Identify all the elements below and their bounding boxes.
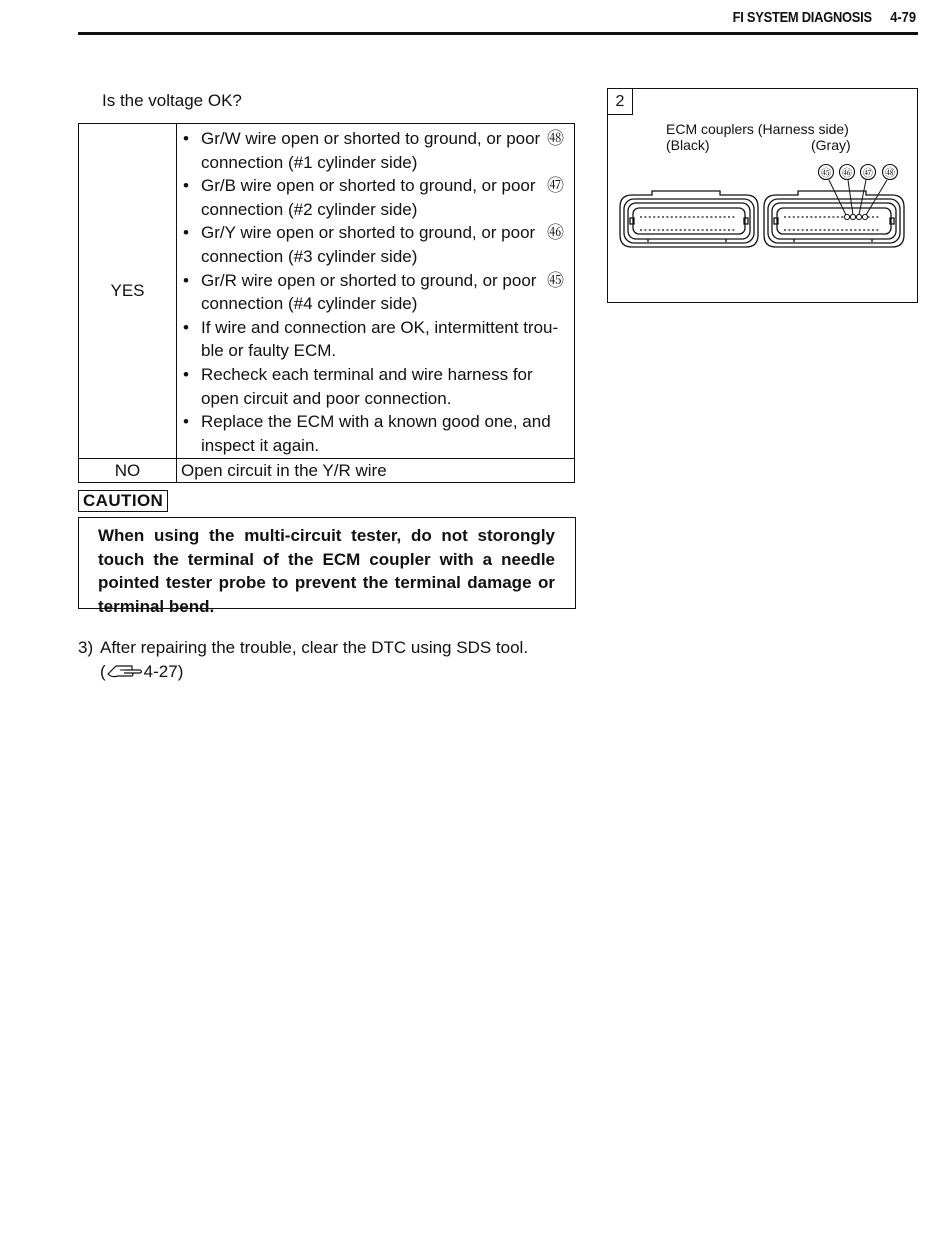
page-header bbox=[78, 6, 918, 35]
bullet-icon: • bbox=[183, 412, 189, 432]
bullet-icon: • bbox=[183, 176, 189, 196]
yes-item-line: connection (#3 cylinder side) bbox=[201, 246, 418, 266]
caution-label: CAUTION bbox=[78, 490, 168, 512]
step-3 bbox=[78, 636, 579, 686]
yes-list-item bbox=[181, 221, 570, 268]
result-table bbox=[78, 123, 575, 483]
no-label: NO bbox=[79, 459, 177, 483]
yes-item-line: If wire and connection are OK, intermittent trou- bbox=[201, 317, 559, 337]
bullet-icon: • bbox=[183, 270, 189, 290]
figure-ecm-couplers bbox=[607, 88, 918, 303]
terminal-number: ㊺ bbox=[547, 270, 564, 290]
terminal-47-label: ㊼ bbox=[863, 168, 873, 180]
terminal-46-marker bbox=[840, 165, 856, 220]
bullet-icon: • bbox=[183, 317, 189, 337]
black-coupler-label: (Black) bbox=[666, 137, 710, 153]
terminal-number: ㊼ bbox=[547, 176, 564, 196]
gray-coupler bbox=[764, 191, 904, 247]
step-text: After repairing the trouble, clear the DTC using SDS tool. bbox=[100, 638, 529, 657]
no-content: Open circuit in the Y/R wire bbox=[177, 459, 575, 483]
bullet-icon: • bbox=[183, 223, 189, 243]
yes-list-item bbox=[181, 174, 570, 221]
yes-item-line: Gr/W wire open or shorted to ground, or poor bbox=[201, 129, 541, 148]
bullet-icon: • bbox=[183, 364, 189, 384]
ref-page: 4-27 bbox=[143, 661, 178, 681]
black-coupler bbox=[620, 191, 758, 247]
yes-item-line: Replace the ECM with a known good one, and bbox=[201, 412, 551, 432]
yes-item-line: Gr/Y wire open or shorted to ground, or poor bbox=[201, 223, 536, 243]
bullet-icon: • bbox=[183, 129, 189, 148]
figure-title: ECM couplers (Harness side) bbox=[666, 121, 849, 137]
yes-item-line: connection (#2 cylinder side) bbox=[201, 199, 418, 219]
caution-text: When using the multi-circuit tester, do not storongly touch the terminal of the ECM coupler with a needle pointed tester probe to prevent the terminal damage or terminal bend. bbox=[98, 526, 555, 616]
step-body bbox=[100, 636, 579, 686]
yes-list-item bbox=[181, 410, 570, 457]
step-number: 3) bbox=[78, 638, 94, 657]
yes-label: YES bbox=[79, 124, 177, 459]
terminal-number: ㊽ bbox=[547, 129, 564, 148]
yes-list-item bbox=[181, 316, 570, 363]
yes-list-item bbox=[181, 363, 570, 410]
yes-item-line: inspect it again. bbox=[201, 435, 320, 455]
table-row-no bbox=[79, 459, 575, 483]
terminal-45-label: ㊺ bbox=[821, 168, 831, 180]
terminal-46-label: ㊻ bbox=[842, 168, 852, 180]
yes-item-line: open circuit and poor connection. bbox=[201, 388, 452, 408]
yes-content bbox=[177, 124, 575, 459]
section-title: FI SYSTEM DIAGNOSIS bbox=[732, 9, 872, 26]
coupler-drawing bbox=[608, 89, 917, 302]
page-number: 4-79 bbox=[890, 9, 916, 26]
table-row-yes bbox=[79, 124, 575, 459]
figure-number: 2 bbox=[608, 89, 633, 115]
yes-item-line: Gr/R wire open or shorted to ground, or poor bbox=[201, 270, 537, 290]
yes-list bbox=[181, 124, 570, 458]
yes-item-line: Gr/B wire open or shorted to ground, or poor bbox=[201, 176, 536, 196]
pointing-hand-icon bbox=[106, 662, 144, 687]
yes-list-item bbox=[181, 269, 570, 316]
ref-close-paren: ) bbox=[177, 661, 184, 681]
yes-item-line: connection (#4 cylinder side) bbox=[201, 294, 418, 314]
terminal-number: ㊻ bbox=[547, 223, 564, 243]
ref-open-paren: ( bbox=[100, 661, 106, 681]
yes-item-line: Recheck each terminal and wire harness for bbox=[201, 364, 533, 384]
yes-item-line: ble or faulty ECM. bbox=[201, 341, 337, 361]
yes-item-line: connection (#1 cylinder side) bbox=[201, 152, 418, 172]
caution-box bbox=[78, 517, 576, 616]
terminal-48-label: ㊽ bbox=[885, 168, 895, 180]
gray-coupler-label: (Gray) bbox=[811, 137, 851, 153]
yes-list-item bbox=[181, 127, 570, 174]
question-text: Is the voltage OK? bbox=[102, 91, 242, 110]
